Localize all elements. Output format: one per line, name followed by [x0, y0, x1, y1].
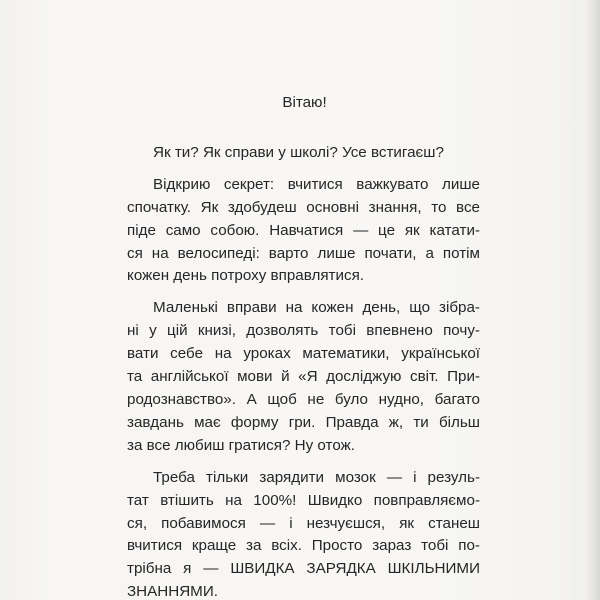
text-line: спочатку. Як здобудеш основні знання, то все — [127, 198, 480, 216]
text-line: тат втішить на 100%! Швидко повправляємо- — [127, 491, 480, 509]
paragraph — [127, 297, 480, 457]
paragraph — [127, 467, 480, 600]
greeting-heading: Вітаю! — [282, 94, 327, 111]
text-line: Маленькі вправи на кожен день, що зібра- — [153, 299, 480, 317]
text-line: вчитися краще за всіх. Просто зараз тобі по- — [127, 537, 480, 555]
page-spine-shadow — [586, 0, 600, 600]
text-line: родознавство». А щоб не було нудно, багато — [127, 390, 480, 408]
text-line: ЗНАННЯМИ. — [127, 583, 218, 600]
text-line: Треба тільки зарядити мозок — і резуль- — [153, 468, 480, 486]
page-text — [127, 92, 480, 600]
text-line: за все любиш гратися? Ну отож. — [127, 436, 355, 454]
text-line: Відкрию секрет: вчитися важкувато лише — [153, 175, 480, 193]
text-line: кожен день потроху вправлятися. — [127, 267, 365, 285]
paragraph — [127, 174, 480, 289]
text-line: трібна я — ШВИДКА ЗАРЯДКА ШКІЛЬНИМИ — [127, 560, 480, 578]
text-line: Як ти? Як справи у школі? Усе встигаєш? — [153, 143, 444, 161]
text-line: піде само собою. Навчатися — це як катати- — [127, 221, 480, 239]
text-line: ся, побавимося — і незчуєшся, як станеш — [127, 514, 480, 532]
text-line: ні у цій книзі, дозволять тобі впевнено почу- — [127, 322, 480, 340]
text-line: та англійської мови й «Я досліджую світ. При- — [127, 368, 480, 386]
text-line: завдань має форму гри. Правда ж, ти більш — [127, 413, 480, 431]
paragraph — [127, 142, 480, 165]
text-line: ся на велосипеді: варто лише почати, а потім — [127, 244, 480, 262]
text-line: вати себе на уроках математики, української — [127, 345, 480, 363]
paragraphs — [127, 142, 480, 600]
